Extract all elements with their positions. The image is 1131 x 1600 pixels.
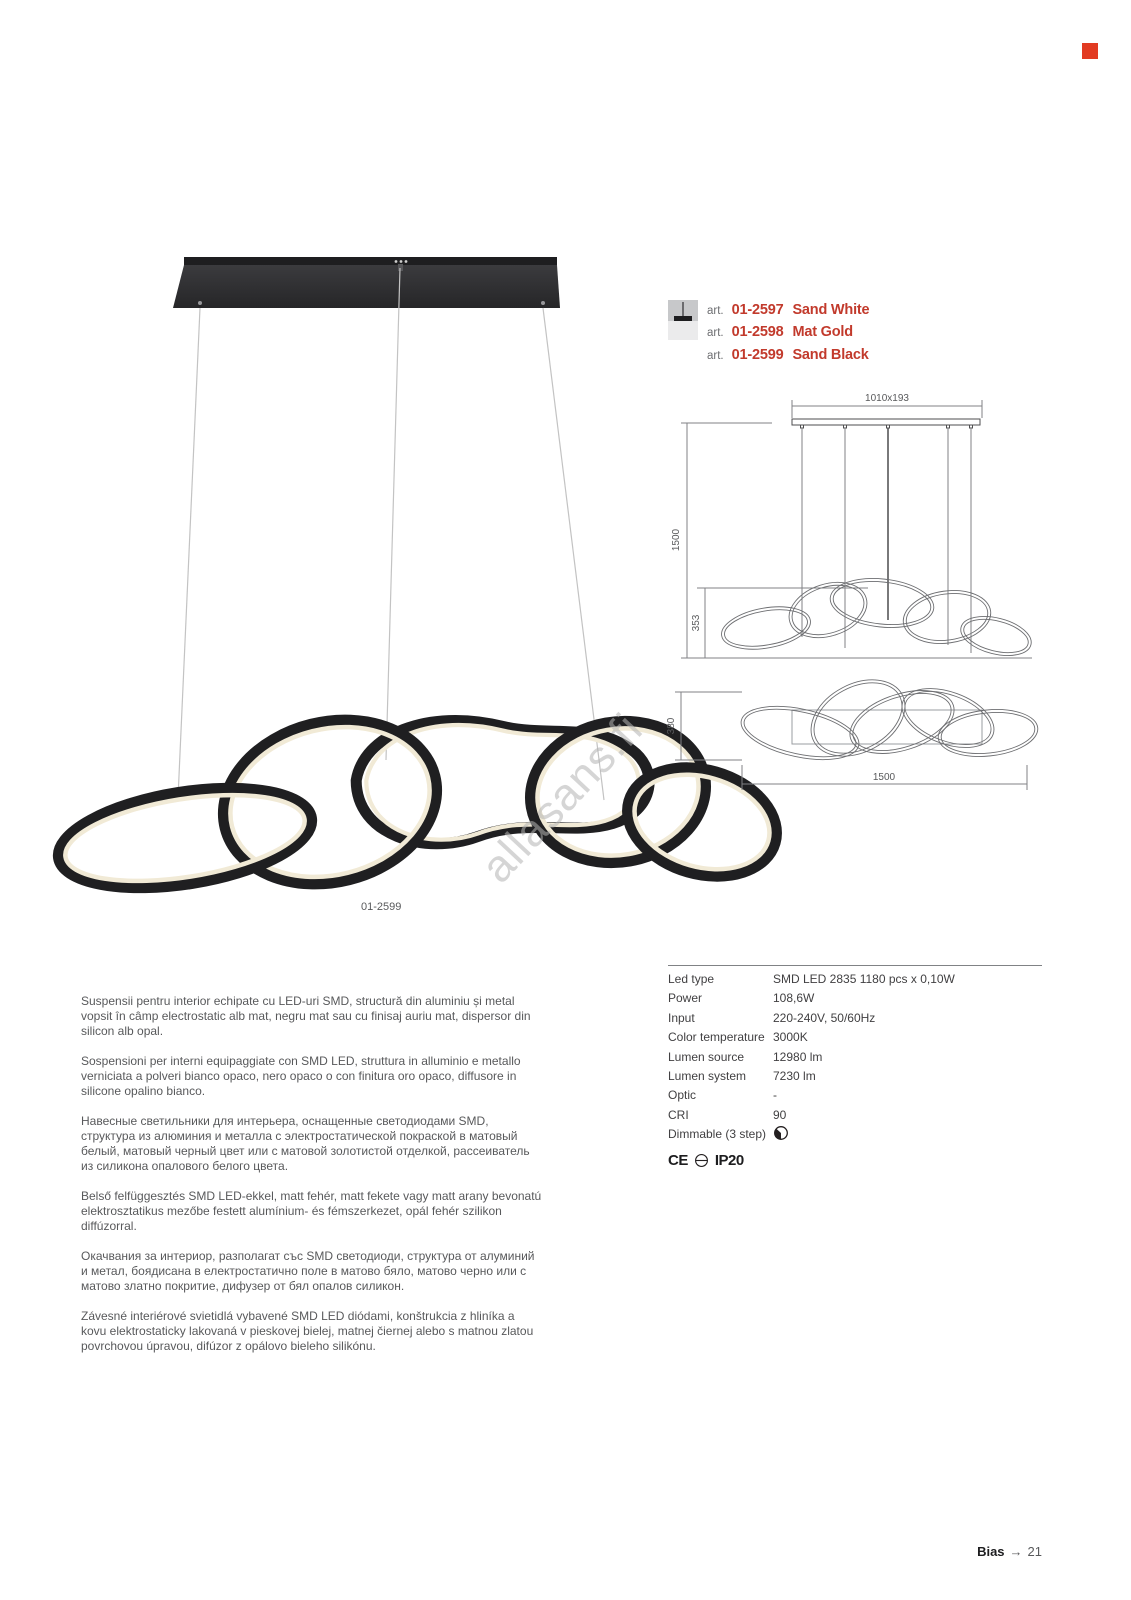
article-item — [707, 302, 869, 324]
certifications-row — [668, 1152, 1042, 1169]
description-ru: Навесные светильники для интерьера, оснащенные светодиодами SMD, структура из алюминия и металла с электростатической покраской в матовый белый, матовый черный цвет или с матовой золотистой отделкой, рассеиватель из силикона опалового белого цвета. — [81, 1114, 530, 1173]
spec-label: Color temperature — [668, 1030, 765, 1045]
spec-value: 7230 lm — [773, 1069, 816, 1084]
dim-fixture-height: 353 — [691, 614, 702, 632]
photo-caption: 01-2599 — [361, 901, 402, 913]
product-family-name: Bias — [977, 1544, 1005, 1559]
tech-drawing-top — [655, 672, 1045, 797]
spec-value: SMD LED 2835 1180 pcs x 0,10W — [773, 972, 955, 986]
dim-width: 1500 — [872, 772, 896, 783]
description-block — [81, 994, 543, 1369]
ip-rating: IP20 — [714, 1151, 744, 1169]
suspension-wires — [178, 268, 604, 800]
spec-value: 12980 lm — [773, 1049, 823, 1064]
ce-mark: CE — [668, 1151, 688, 1169]
spec-label: Led type — [668, 972, 715, 986]
article-prefix: art. — [707, 305, 724, 317]
spec-label: Power — [668, 991, 703, 1006]
spec-row-led-type — [668, 970, 1042, 989]
pendant-mount-icon — [668, 300, 698, 340]
spec-label: Optic — [668, 1088, 697, 1103]
dim-canopy-size: 1010x193 — [865, 393, 909, 404]
spec-label: Dimmable (3 step) — [668, 1127, 767, 1142]
description-it: Sospensioni per interni equipaggiate con SMD LED, struttura in alluminio e metallo verniciata a polveri bianco opaco, nero opaco o con finitura oro opaco, diffusore in silicone opalino bianco. — [81, 1054, 521, 1098]
spec-row-dimmable — [668, 1125, 1042, 1144]
article-rows — [707, 300, 869, 369]
article-code: 01-2597 — [731, 302, 784, 318]
canopy-dot — [400, 260, 403, 263]
spec-value: 90 — [773, 1107, 787, 1122]
arrow-icon: → — [1009, 1544, 1023, 1559]
ceiling-canopy-photo — [173, 257, 560, 308]
spec-row-lumen-source — [668, 1048, 1042, 1067]
spec-row-optic — [668, 1086, 1042, 1105]
article-code: 01-2598 — [731, 324, 784, 341]
watermark: allasans.fi — [470, 703, 653, 893]
article-finish: Sand White — [792, 302, 870, 318]
canopy-dot — [405, 260, 408, 263]
drawing-rings-front — [718, 573, 1035, 662]
spec-value-icon — [773, 1125, 1042, 1144]
tech-drawing-front — [655, 385, 1045, 670]
article-finish: Mat Gold — [792, 324, 853, 341]
spec-row-lumen-system — [668, 1067, 1042, 1086]
article-list — [668, 300, 869, 369]
dim-suspension-height: 1500 — [671, 528, 682, 552]
spec-value: - — [773, 1088, 777, 1103]
spec-row-cri — [668, 1106, 1042, 1125]
spec-label: Input — [668, 1010, 695, 1025]
article-item — [707, 324, 869, 346]
spec-row-power — [668, 989, 1042, 1008]
spec-label: CRI — [668, 1107, 689, 1122]
article-item — [707, 347, 869, 369]
article-code: 01-2599 — [731, 346, 784, 363]
spec-label: Lumen source — [668, 1049, 745, 1064]
drawing-canopy — [792, 419, 980, 428]
spec-value: 108,6W — [773, 991, 815, 1006]
brand-corner-marker — [1082, 43, 1098, 59]
description-sk: Závesné interiérové svietidlá vybavené SMD LED diódami, konštrukcia z hliníka a kovu elektrostaticky lakovaná v pieskovej bielej, matnej čiernej alebo s matnou zlatou povrchovou úpravou, difúzor z opálovo bieleho silikónu. — [81, 1309, 534, 1353]
dimmer-icon — [773, 1125, 789, 1141]
circle-cert-icon — [694, 1153, 709, 1168]
spec-row-color-temperature — [668, 1028, 1042, 1047]
description-ro: Suspensii pentru interior echipate cu LED-uri SMD, structură din aluminiu și metal vopsit în câmp electrostatic alb mat, negru mat sau cu finisaj auriu mat, dispersor din silicon alb opal. — [81, 994, 531, 1038]
description-bg: Окачвания за интериор, разполагат със SMD светодиоди, структура от алуминий и метал, боядисана в електростатично поле в матово бяло, матово черно или с матово златно покритие, дифузер от бял опалов силикон. — [81, 1249, 535, 1293]
dim-depth: 380 — [666, 717, 677, 735]
description-hu: Belső felfüggesztés SMD LED-ekkel, matt fehér, matt fekete vagy matt arany bevonatú elektrosztatikus mezőbe festett alumínium- és fémszerkezet, opál fehér szilikon diffúzorral. — [81, 1189, 542, 1233]
spec-value: 220-240V, 50/60Hz — [773, 1010, 876, 1025]
drawing-wires — [802, 428, 971, 653]
article-prefix: art. — [707, 327, 724, 340]
spec-value: 3000K — [773, 1030, 808, 1045]
page-footer — [977, 1544, 1042, 1559]
canopy-dot — [395, 260, 398, 263]
page-number: 21 — [1027, 1544, 1042, 1559]
spec-row-input — [668, 1009, 1042, 1028]
article-finish: Sand Black — [792, 346, 869, 363]
article-prefix: art. — [707, 349, 724, 362]
drawing-rings-top — [736, 672, 1040, 771]
spec-label: Lumen system — [668, 1069, 747, 1084]
spec-table — [668, 965, 1042, 1169]
